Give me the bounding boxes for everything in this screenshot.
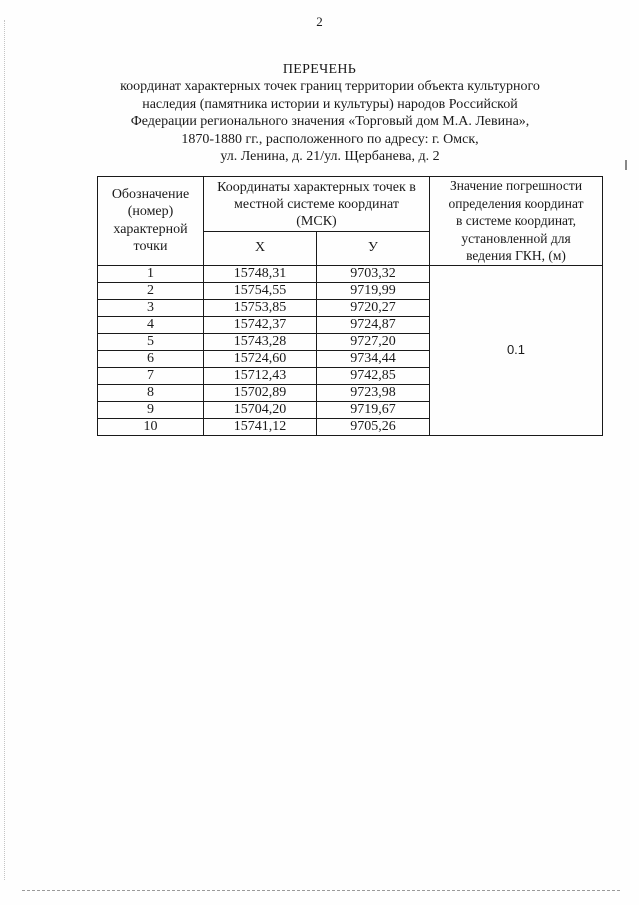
page-number: 2 [316,14,323,29]
cell-number: 3 [98,299,204,316]
header-designation-line: (номер) [127,204,174,220]
header-designation [98,177,204,266]
cell-x: 15704,20 [204,401,317,418]
cell-x: 15743,28 [204,333,317,350]
scan-bottom-line [22,890,620,891]
header-x: X [204,231,317,265]
subtitle-line: координат характерных точек границ территории объекта культурного [120,79,540,94]
subtitle-line: ул. Ленина, д. 21/ул. Щербанева, д. 2 [220,149,440,164]
cell-error-value: 0.1 [430,265,603,435]
cell-x: 15702,89 [204,384,317,401]
header-error-line: ведения ГКН, (м) [466,248,566,263]
cell-x: 15754,55 [204,282,317,299]
subtitle-line: Федерации регионального значения «Торговый дом М.А. Левина», [130,114,530,129]
cell-number: 4 [98,316,204,333]
cell-y: 9724,87 [317,316,430,333]
cell-x: 15748,31 [204,265,317,282]
cell-x: 15742,37 [204,316,317,333]
header-error-line: Значение погрешности [449,178,583,193]
table-row [98,265,603,282]
header-error-line: определения координат [448,195,584,211]
cell-y: 9742,85 [317,367,430,384]
header-coordinates-line: (МСК) [296,214,337,229]
cell-number: 5 [98,333,204,350]
scan-edge-line [4,20,5,880]
cell-y: 9705,26 [317,418,430,435]
header-coordinates-line: Координаты характерных точек в [217,180,416,195]
cell-x: 15741,12 [204,418,317,435]
coordinates-table [97,176,603,436]
cell-y: 9734,44 [317,350,430,367]
cell-number: 6 [98,350,204,367]
cell-number: 8 [98,384,204,401]
cell-number: 2 [98,282,204,299]
cell-number: 10 [98,418,204,435]
header-coordinates-line: местной системе координат [233,197,400,212]
cell-y: 9719,99 [317,282,430,299]
header-error-line: установленной для [461,230,571,246]
cell-y: 9703,32 [317,265,430,282]
header-error-line: в системе координат, [456,213,576,228]
header-y: У [317,231,430,265]
cell-y: 9719,67 [317,401,430,418]
header-designation-line: Обозначение [111,186,190,202]
cell-number: 9 [98,401,204,418]
subtitle-line: наследия (памятника истории и культуры) народов Российской [142,96,518,112]
header-designation-line: точки [133,239,168,255]
cell-x: 15712,43 [204,367,317,384]
cell-y: 9723,98 [317,384,430,401]
header-designation-line: характерной [113,221,188,237]
cell-number: 7 [98,367,204,384]
document-subtitle [60,78,600,166]
cell-y: 9720,27 [317,299,430,316]
cell-y: 9727,20 [317,333,430,350]
header-coordinates [204,177,430,232]
cell-number: 1 [98,265,204,282]
header-error [430,177,603,266]
cell-x: 15753,85 [204,299,317,316]
table-body [98,265,603,435]
scan-mark [625,160,627,170]
subtitle-line: 1870-1880 гг., расположенного по адресу: г. Омск, [181,131,479,147]
cell-x: 15724,60 [204,350,317,367]
document-title: ПЕРЕЧЕНЬ [282,62,357,77]
